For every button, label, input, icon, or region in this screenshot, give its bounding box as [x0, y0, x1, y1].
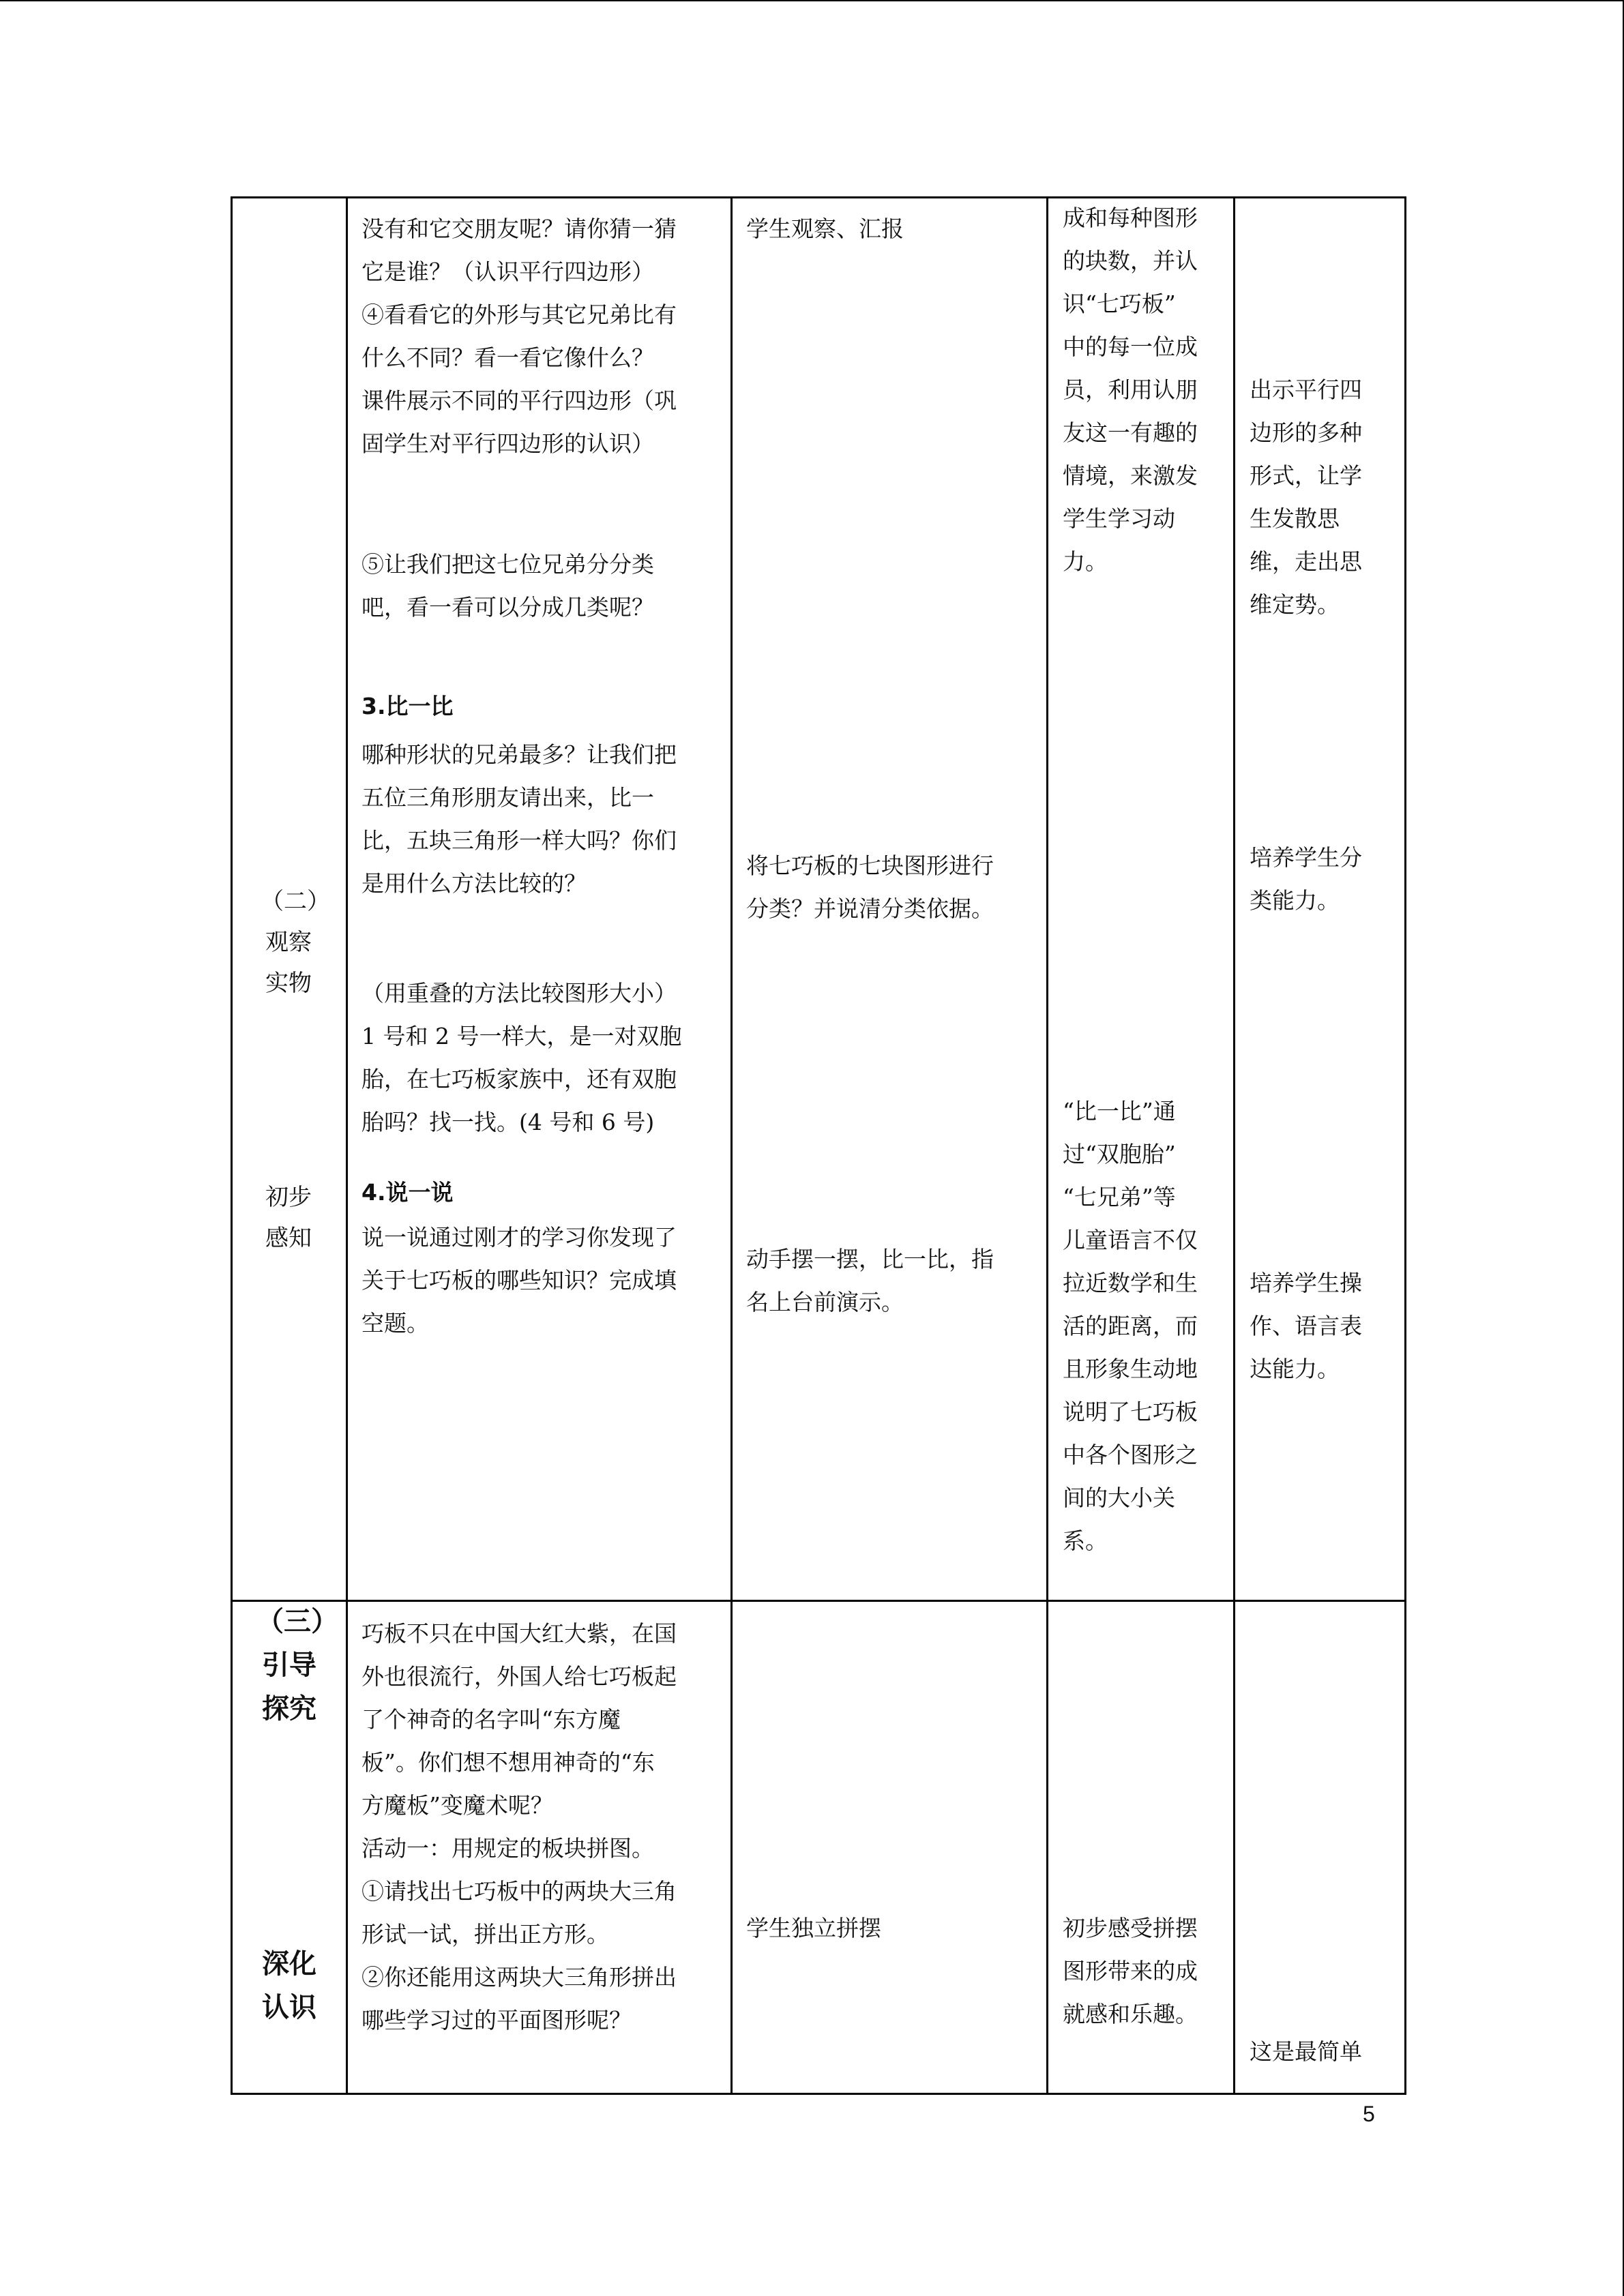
- column-divider: [1404, 196, 1406, 2095]
- content-line: 板”。你们想不想用神奇的“东: [361, 1749, 655, 1776]
- teacher-activity-block: [361, 972, 681, 1144]
- content-line: 固学生对平行四边形的认识）: [361, 430, 654, 457]
- content-line: 系。: [1063, 1527, 1108, 1554]
- content-line: 课件展示不同的平行四边形（巩: [361, 387, 677, 414]
- content-line: 达能力。: [1250, 1356, 1340, 1382]
- content-line: 将七巧板的七块图形进行: [746, 852, 994, 879]
- content-line: 中的每一位成: [1063, 333, 1198, 360]
- content-line: 没有和它交朋友呢？请你猜一猜: [361, 215, 677, 242]
- content-line: 方魔板”变魔术呢？: [361, 1792, 553, 1819]
- content-line: 拉近数学和生: [1063, 1270, 1198, 1296]
- content-line: 间的大小关: [1063, 1485, 1175, 1511]
- content-line: 活动一：用规定的板块拼图。: [361, 1835, 654, 1862]
- column-divider: [1233, 196, 1235, 2095]
- section-label-line: 深化: [262, 1948, 316, 1980]
- column-divider: [1046, 196, 1048, 2095]
- content-line: 儿童语言不仅: [1063, 1227, 1198, 1253]
- column-divider: [346, 196, 348, 2095]
- section-label-line: 探究: [262, 1693, 316, 1725]
- section-label-line: 观察: [265, 929, 312, 956]
- content-line: 外也很流行，外国人给七巧板起: [361, 1663, 677, 1690]
- section-label: [256, 1942, 322, 2029]
- content-line: 形式，让学: [1250, 462, 1362, 489]
- page-number: 5: [1363, 2102, 1375, 2126]
- content-line: 吧，看一看可以分成几类呢？: [361, 594, 654, 621]
- content-line: 学生观察、汇报: [746, 215, 904, 242]
- content-line: 维，走出思: [1250, 548, 1362, 575]
- subsection-heading: 4.说一说: [361, 1179, 454, 1206]
- content-line: ①请找出七巧板中的两块大三角: [361, 1878, 677, 1905]
- content-line: 就感和乐趣。: [1063, 2001, 1198, 2027]
- teacher-activity-block: [361, 733, 677, 905]
- student-activity-block: [746, 1238, 994, 1324]
- content-line: 过“双胞胎”: [1063, 1141, 1176, 1167]
- content-line: 什么不同？看一看它像什么？: [361, 344, 654, 371]
- content-line: 说明了七巧板: [1063, 1399, 1198, 1425]
- content-line: 边形的多种: [1250, 419, 1362, 446]
- teacher-activity-block: [361, 207, 677, 465]
- teacher-activity-block: [361, 543, 654, 629]
- content-line: ④看看它的外形与其它兄弟比有: [361, 301, 677, 328]
- design-intent-block: [1063, 1090, 1198, 1562]
- student-activity-block: [746, 844, 994, 930]
- content-line: 出示平行四: [1250, 376, 1362, 403]
- content-line: 动手摆一摆，比一比，指: [746, 1246, 994, 1272]
- table-top-border: [231, 196, 1406, 198]
- content-line: “七兄弟”等: [1063, 1184, 1176, 1210]
- content-line: 识“七巧板”: [1063, 290, 1176, 317]
- content-line: 初步感受拼摆: [1063, 1915, 1198, 1941]
- section-label-line: 实物: [265, 970, 312, 997]
- design-intent-block: [1063, 1907, 1198, 2036]
- content-line: 图形带来的成: [1063, 1958, 1198, 1984]
- content-line: 培养学生操: [1250, 1270, 1362, 1296]
- content-line: 五位三角形朋友请出来，比一: [361, 784, 654, 811]
- content-line: 1 号和 2 号一样大，是一对双胞: [361, 1023, 682, 1049]
- teacher-activity-block: [361, 1612, 677, 2042]
- page-top-border: [0, 0, 1624, 1]
- purpose-block: [1250, 2030, 1362, 2073]
- section-label-line: 初步: [265, 1184, 312, 1211]
- content-line: 友这一有趣的: [1063, 419, 1198, 446]
- content-line: 学生独立拼摆: [746, 1915, 881, 1941]
- content-line: 哪些学习过的平面图形呢？: [361, 2007, 632, 2033]
- content-line: 它是谁？（认识平行四边形）: [361, 258, 654, 285]
- purpose-block: [1250, 836, 1362, 922]
- content-line: 的块数，并认: [1063, 248, 1198, 274]
- content-line: 活的距离，而: [1063, 1313, 1198, 1339]
- content-line: 员，利用认朋: [1063, 376, 1198, 403]
- content-line: 分类？并说清分类依据。: [746, 895, 994, 922]
- content-line: 空题。: [361, 1310, 429, 1337]
- purpose-block: [1250, 368, 1362, 626]
- content-line: 巧板不只在中国大红大紫，在国: [361, 1620, 677, 1647]
- content-line: 培养学生分: [1250, 844, 1362, 871]
- content-line: 成和每种图形: [1063, 205, 1198, 231]
- design-intent-block: [1063, 196, 1198, 583]
- section-label: [261, 881, 330, 1004]
- content-line: 这是最简单: [1250, 2038, 1362, 2065]
- section-label: [261, 1177, 316, 1259]
- section-label-line: 引导: [262, 1650, 316, 1681]
- purpose-block: [1250, 1262, 1362, 1390]
- content-line: ②你还能用这两块大三角形拼出: [361, 1964, 677, 1991]
- student-activity-block: [746, 207, 904, 250]
- content-line: 了个神奇的名字叫“东方魔: [361, 1706, 621, 1733]
- section-label-line: 认识: [262, 1992, 316, 2023]
- subsection-heading: 3.比一比: [361, 693, 454, 719]
- section-label-line: 感知: [265, 1225, 312, 1252]
- content-line: 且形象生动地: [1063, 1356, 1198, 1382]
- column-divider: [730, 196, 733, 2095]
- table-bottom-border: [231, 2093, 1406, 2095]
- content-line: 胎吗？找一找。(4 号和 6 号): [361, 1109, 655, 1135]
- section-label-line: （三）: [256, 1606, 338, 1637]
- content-line: “比一比”通: [1063, 1098, 1176, 1124]
- content-line: 情境，来激发: [1063, 462, 1198, 489]
- content-line: 形试一试，拼出正方形。: [361, 1921, 609, 1948]
- content-line: （用重叠的方法比较图形大小）: [361, 980, 677, 1007]
- section-label: [256, 1600, 338, 1731]
- content-line: 生发散思: [1250, 505, 1340, 532]
- teacher-activity-block: [361, 1216, 677, 1345]
- content-line: 维定势。: [1250, 591, 1340, 618]
- section-label-line: （二）: [261, 888, 330, 915]
- content-line: 中各个图形之: [1063, 1442, 1198, 1468]
- content-line: 说一说通过刚才的学习你发现了: [361, 1224, 677, 1251]
- content-line: 力。: [1063, 548, 1108, 575]
- content-line: 名上台前演示。: [746, 1289, 904, 1315]
- content-line: 作、语言表: [1250, 1313, 1362, 1339]
- content-line: 关于七巧板的哪些知识？完成填: [361, 1267, 677, 1294]
- row-divider: [231, 1600, 1406, 1602]
- column-divider: [231, 196, 233, 2095]
- content-line: 是用什么方法比较的？: [361, 870, 587, 897]
- content-line: 哪种形状的兄弟最多？让我们把: [361, 741, 677, 768]
- content-line: ⑤让我们把这七位兄弟分分类: [361, 551, 654, 578]
- content-line: 类能力。: [1250, 887, 1340, 914]
- content-line: 胎，在七巧板家族中，还有双胞: [361, 1066, 677, 1092]
- content-line: 比，五块三角形一样大吗？你们: [361, 827, 677, 854]
- content-line: 学生学习动: [1063, 505, 1175, 532]
- student-activity-block: [746, 1907, 881, 1950]
